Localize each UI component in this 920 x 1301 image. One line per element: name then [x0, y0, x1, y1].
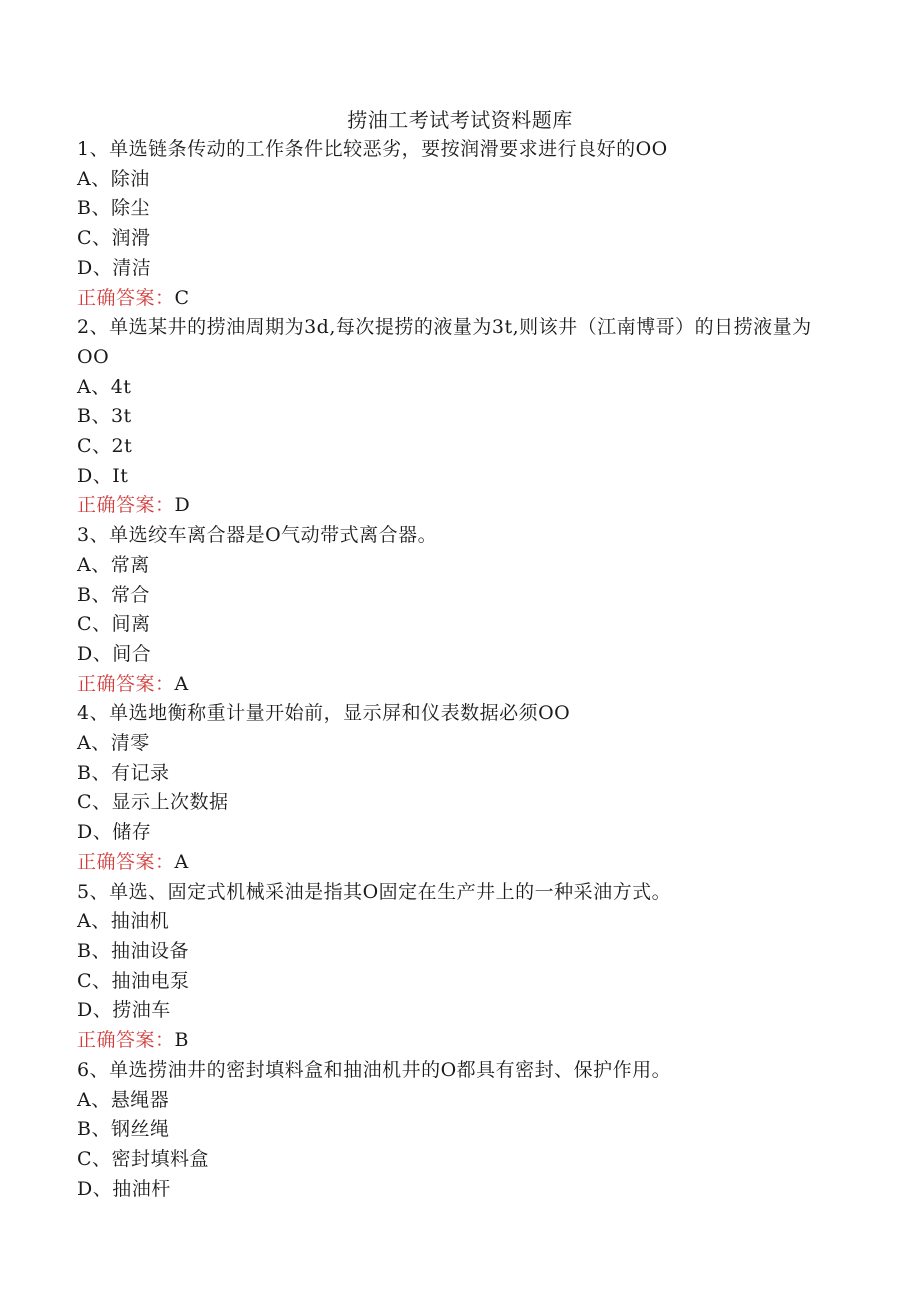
answer-value: D: [174, 494, 191, 517]
option-d: D、储存: [77, 821, 152, 844]
option-c: C、间离: [77, 613, 151, 636]
question-1: [77, 135, 837, 313]
option-a: A、4t: [77, 375, 132, 398]
option-a: A、除油: [77, 167, 150, 190]
question-6: [77, 1056, 837, 1205]
question-stem: 6、单选捞油井的密封填料盒和抽油机井的O都具有密封、保护作用。: [77, 1058, 672, 1081]
correct-answer: [77, 1026, 837, 1056]
option-a: A、常离: [77, 553, 150, 576]
question-stem: 3、单选绞车离合器是O气动带式离合器。: [77, 524, 438, 547]
option-d: D、捞油车: [77, 999, 171, 1022]
option-d: D、It: [77, 464, 129, 487]
option-a: A、抽油机: [77, 910, 170, 933]
answer-label: 正确答案：: [77, 286, 175, 309]
answer-value: A: [174, 672, 189, 695]
option-b: B、3t: [77, 405, 132, 428]
option-c: C、抽油电泵: [77, 969, 190, 992]
option-c: C、润滑: [77, 227, 151, 250]
question-4: [77, 699, 837, 877]
answer-value: C: [174, 286, 190, 309]
correct-answer: [77, 848, 837, 878]
question-stem: 4、单选地衡称重计量开始前，显示屏和仪表数据必须OO: [77, 702, 571, 725]
correct-answer: [77, 491, 837, 521]
answer-value: B: [174, 1029, 189, 1052]
question-stem: 1、单选链条传动的工作条件比较恶劣，要按润滑要求进行良好的OO: [77, 138, 668, 160]
question-2: [77, 313, 837, 521]
correct-answer: [77, 670, 837, 700]
option-c: C、2t: [77, 435, 133, 458]
question-list: [77, 135, 837, 1204]
option-b: B、除尘: [77, 197, 150, 220]
correct-answer: [77, 284, 837, 314]
option-d: D、清洁: [77, 256, 152, 279]
answer-label: 正确答案：: [77, 1029, 175, 1052]
question-3: [77, 521, 837, 699]
option-d: D、间合: [77, 642, 152, 665]
answer-label: 正确答案：: [77, 850, 175, 873]
option-b: B、有记录: [77, 761, 170, 784]
option-b: B、钢丝绳: [77, 1118, 170, 1141]
answer-value: A: [174, 850, 189, 873]
option-b: B、常合: [77, 583, 150, 606]
answer-label: 正确答案：: [77, 494, 175, 517]
option-a: A、清零: [77, 732, 150, 755]
question-5: [77, 878, 837, 1056]
question-stem: 2、单选某井的捞油周期为3d,每次提捞的液量为3t,则该井（江南博哥）的日捞液量为OO: [77, 316, 812, 368]
document-title: 捞油工考试考试资料题库: [347, 108, 573, 132]
question-stem: 5、单选、固定式机械采油是指其O固定在生产井上的一种采油方式。: [77, 880, 672, 903]
option-a: A、悬绳器: [77, 1088, 170, 1111]
option-b: B、抽油设备: [77, 939, 189, 962]
option-c: C、显示上次数据: [77, 791, 229, 814]
option-d: D、抽油杆: [77, 1177, 171, 1200]
option-c: C、密封填料盒: [77, 1147, 210, 1170]
answer-label: 正确答案：: [77, 672, 175, 695]
